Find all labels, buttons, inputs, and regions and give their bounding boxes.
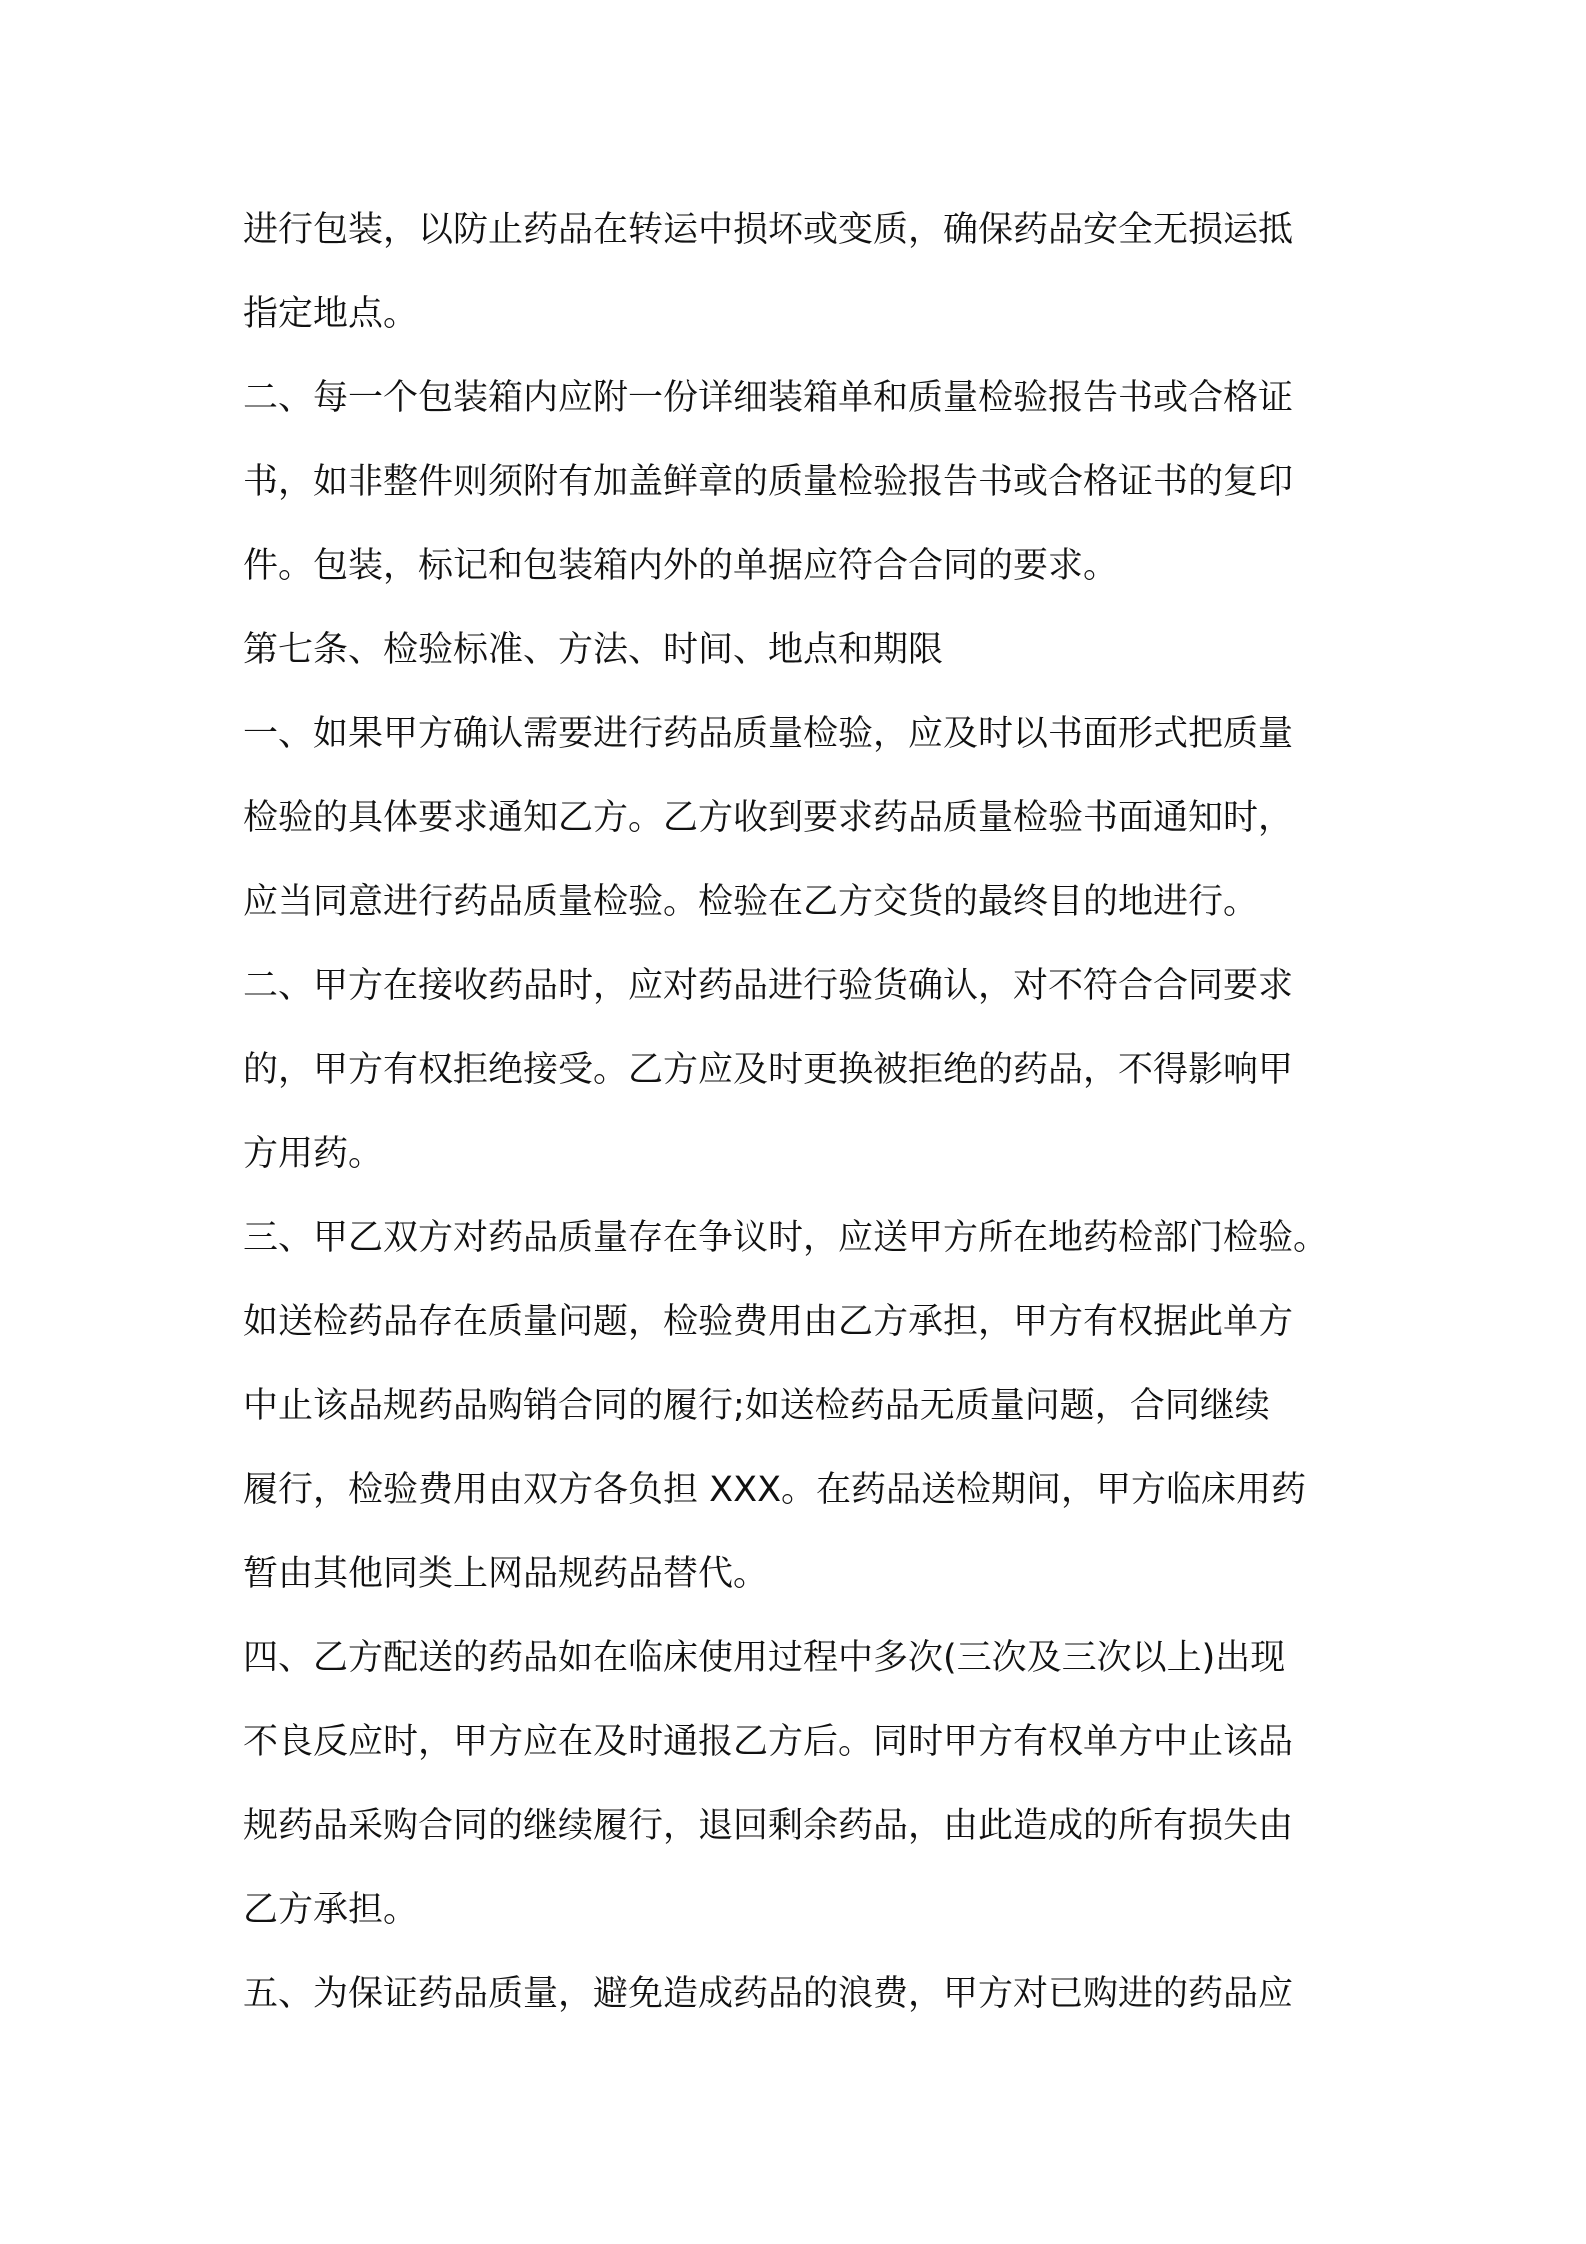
paragraph-line: 中止该品规药品购销合同的履行;如送检药品无质量问题，合同继续 bbox=[243, 1386, 1270, 1426]
paragraph-line: 的，甲方有权拒绝接受。乙方应及时更换被拒绝的药品，不得影响甲 bbox=[243, 1050, 1294, 1090]
paragraph-line: 方用药。 bbox=[243, 1134, 384, 1174]
paragraph-line: 如送检药品存在质量问题，检验费用由乙方承担，甲方有权据此单方 bbox=[243, 1302, 1294, 1342]
paragraph-line: 一、如果甲方确认需要进行药品质量检验，应及时以书面形式把质量 bbox=[243, 714, 1294, 754]
paragraph-line: 暂由其他同类上网品规药品替代。 bbox=[243, 1554, 769, 1594]
paragraph-line: 乙方承担。 bbox=[243, 1890, 419, 1930]
paragraph-line: 应当同意进行药品质量检验。检验在乙方交货的最终目的地进行。 bbox=[243, 882, 1259, 922]
paragraph-line: 书，如非整件则须附有加盖鲜章的质量检验报告书或合格证书的复印 bbox=[243, 462, 1294, 502]
paragraph-line: 规药品采购合同的继续履行，退回剩余药品，由此造成的所有损失由 bbox=[243, 1806, 1294, 1846]
section-heading: 第七条、检验标准、方法、时间、地点和期限 bbox=[243, 630, 944, 670]
paragraph-line: 五、为保证药品质量，避免造成药品的浪费，甲方对已购进的药品应 bbox=[243, 1974, 1294, 2014]
paragraph-line: 进行包装，以防止药品在转运中损坏或变质，确保药品安全无损运抵 bbox=[243, 210, 1294, 250]
paragraph-line: 三、甲乙双方对药品质量存在争议时，应送甲方所在地药检部门检验。 bbox=[243, 1218, 1329, 1258]
paragraph-line: 履行，检验费用由双方各负担 XXX。在药品送检期间，甲方临床用药 bbox=[243, 1470, 1307, 1510]
paragraph-line: 四、乙方配送的药品如在临床使用过程中多次(三次及三次以上)出现 bbox=[243, 1638, 1286, 1678]
paragraph-line: 不良反应时，甲方应在及时通报乙方后。同时甲方有权单方中止该品 bbox=[243, 1722, 1294, 1762]
paragraph-line: 指定地点。 bbox=[243, 294, 419, 334]
paragraph-line: 件。包装，标记和包装箱内外的单据应符合合同的要求。 bbox=[243, 546, 1119, 586]
paragraph-line: 检验的具体要求通知乙方。乙方收到要求药品质量检验书面通知时， bbox=[243, 798, 1294, 838]
paragraph-line: 二、甲方在接收药品时，应对药品进行验货确认，对不符合合同要求 bbox=[243, 966, 1294, 1006]
paragraph-line: 二、每一个包装箱内应附一份详细装箱单和质量检验报告书或合格证 bbox=[243, 378, 1294, 418]
